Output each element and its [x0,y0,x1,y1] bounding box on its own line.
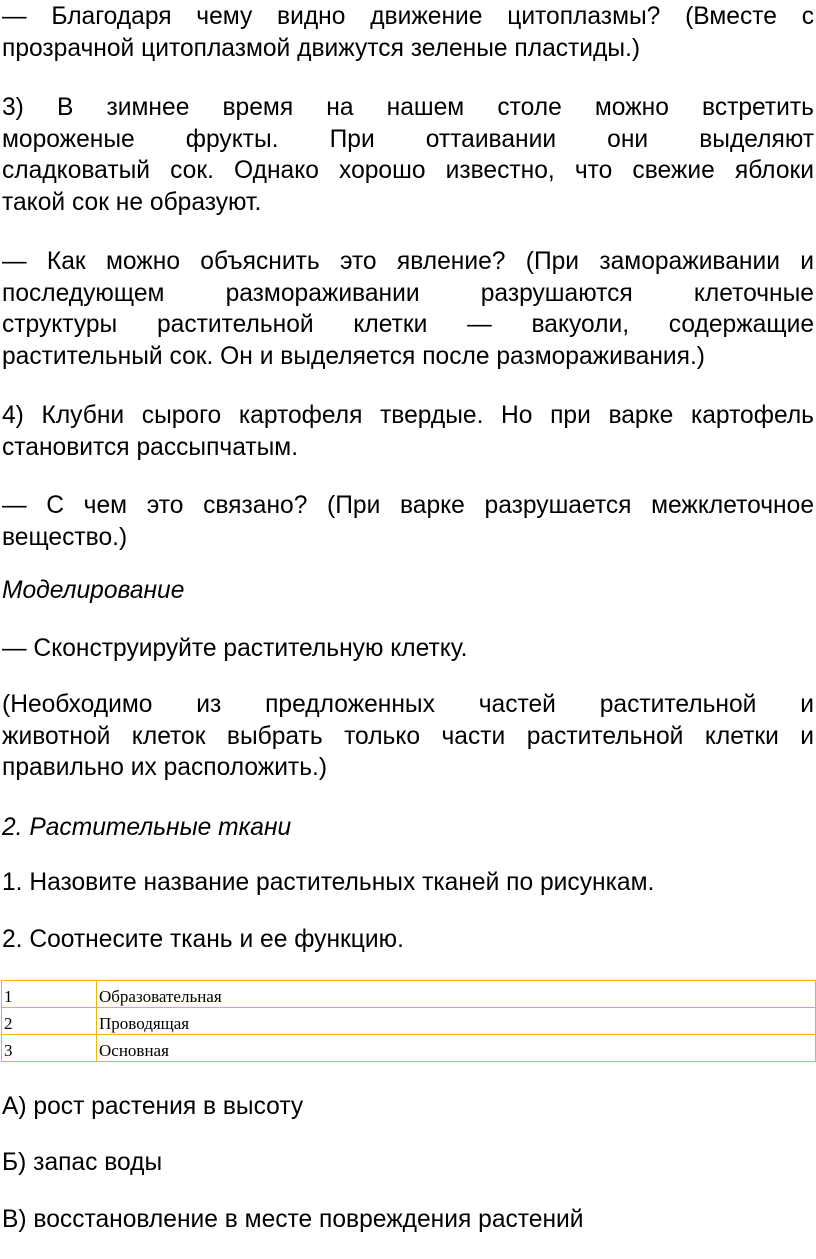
text-line: структуры растительной клетки — вакуоли, содержащие [2,311,814,338]
paragraph-potato-tubers [2,400,814,463]
text-line: Б) запас воды [2,1149,163,1176]
option-a [2,1091,814,1123]
text-line: мороженые фрукты. При оттаивании они выделяют [2,125,814,153]
paragraph-frozen-fruits [2,92,814,218]
text-line: — Благодаря чему видно движение цитоплазмы? (Вместе с [2,3,814,30]
table-row [2,1008,816,1035]
text-line: (Необходимо из предложенных частей растительной и [2,691,814,718]
text-line: вещество.) [2,523,128,551]
table-cell-tissue: Образовательная [97,981,816,1008]
text-line: — Сконструируйте растительную клетку. [2,635,468,662]
table-cell-number: 3 [2,1035,97,1062]
table-row [2,1035,816,1062]
text-line: 2. Растительные ткани [2,814,292,841]
task-name-tissues [2,867,814,899]
text-line: 1. Назовите название растительных тканей по рисункам. [2,869,655,896]
text-line: растительный сок. Он и выделяется после размораживания.) [2,342,705,370]
table-cell-tissue: Основная [97,1035,816,1062]
table-cell-tissue: Проводящая [97,1008,816,1035]
table-cell-number: 1 [2,981,97,1008]
text-line: — Как можно объяснить это явление? (При замораживании и [2,248,814,275]
paragraph-cytoplasm-question [2,1,814,64]
paragraph-construct-cell [2,633,814,665]
text-line: В) восстановление в месте повреждения растений [2,1206,584,1233]
section-heading-plant-tissues [2,812,814,844]
text-line: А) рост растения в высоту [2,1093,304,1120]
paragraph-instructions [2,689,814,784]
text-line: правильно их расположить.) [2,754,328,781]
task-match-function [2,924,814,956]
paragraph-boiling-question [2,490,814,553]
text-line: животной клеток выбрать только части растительной клетки и [2,722,814,750]
table-cell-number: 2 [2,1008,97,1035]
option-c [2,1204,814,1236]
text-line: 2. Соотнесите ткань и ее функцию. [2,926,404,953]
paragraph-freezing-explanation [2,246,814,372]
text-line: становится рассыпчатым. [2,433,299,461]
option-b [2,1147,814,1179]
text-line: сладковатый сок. Однако хорошо известно, что свежие яблоки [2,157,814,184]
text-line: такой сок не образуют. [2,188,262,216]
tissue-table [1,980,816,1062]
text-line: — С чем это связано? (При варке разрушается межклеточное [2,492,814,519]
text-line: 4) Клубни сырого картофеля твердые. Но при варке картофель [2,402,814,429]
text-line: прозрачной цитоплазмой движутся зеленые пластиды.) [2,34,641,62]
text-line: 3) В зимнее время на нашем столе можно встретить [2,94,814,121]
table-row [2,981,816,1008]
text-line: последующем размораживании разрушаются клеточные [2,279,814,307]
text-line: Моделирование [2,577,185,604]
modeling-heading [2,575,814,607]
